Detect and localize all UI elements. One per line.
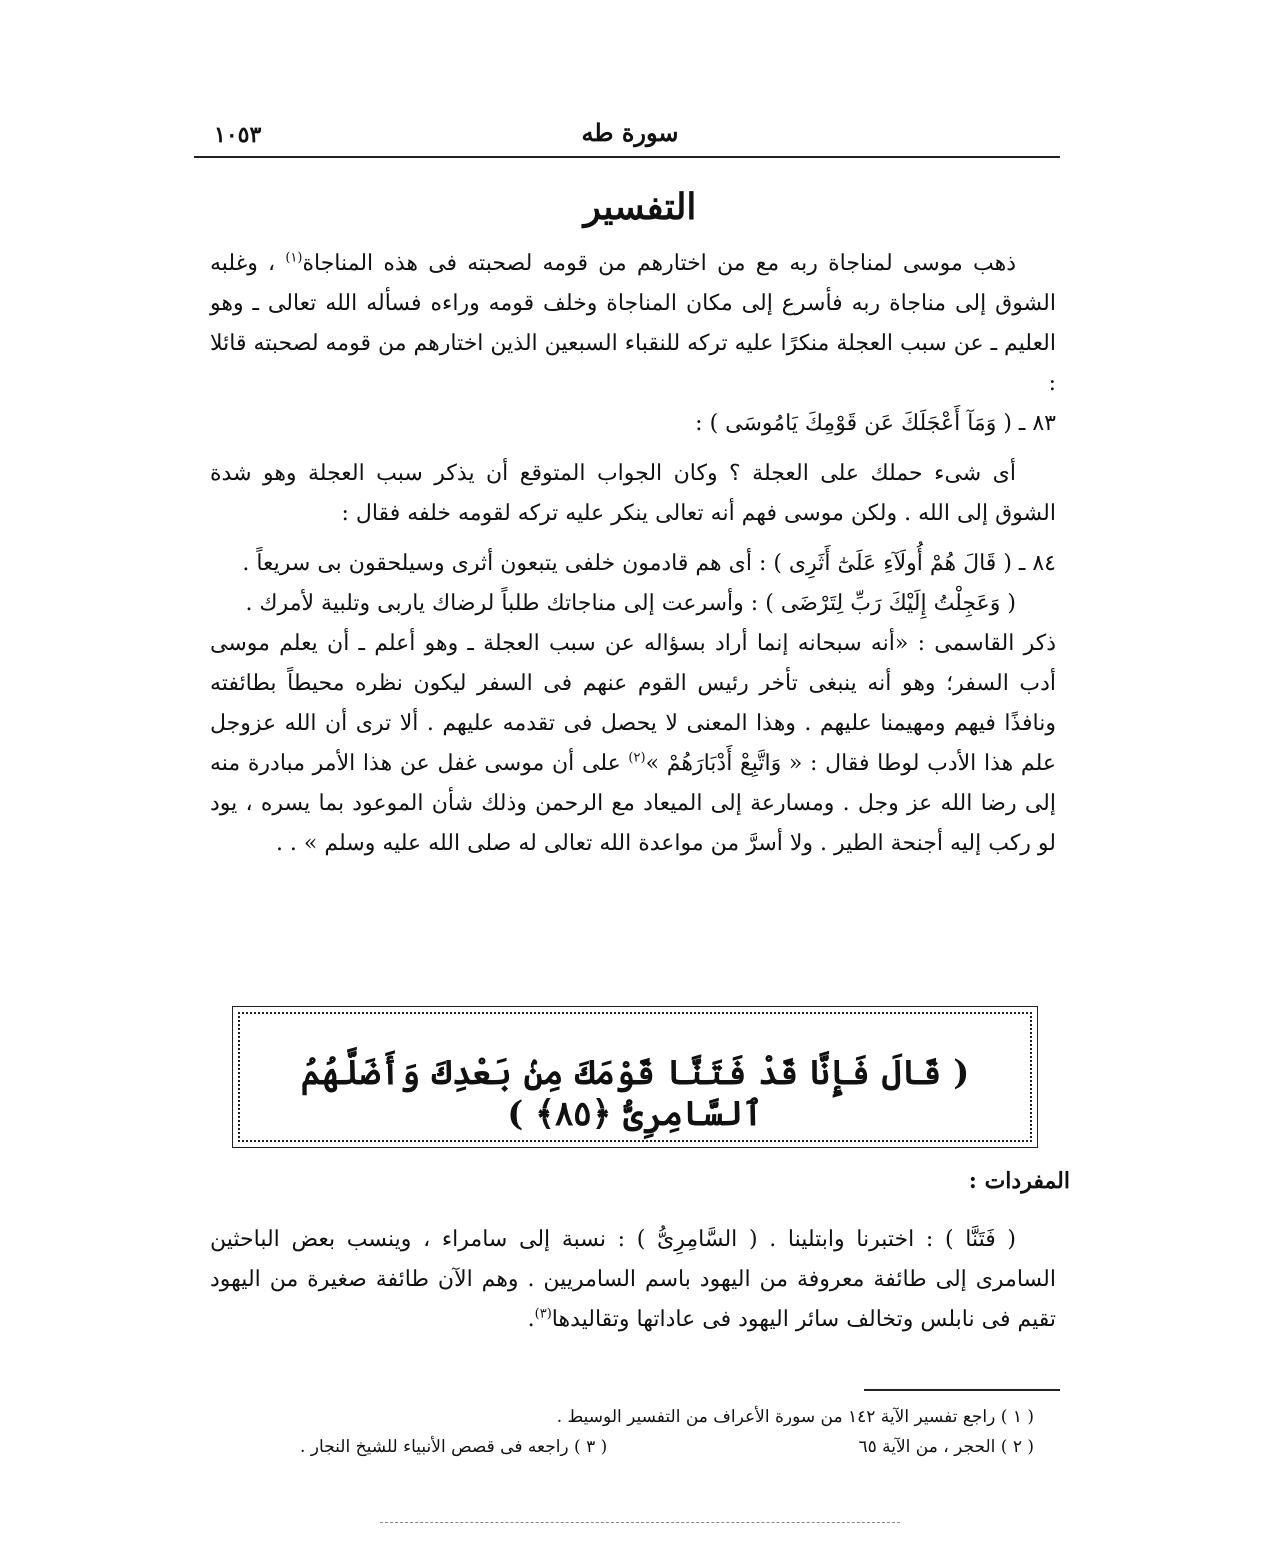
paragraph-1: [210, 244, 1056, 404]
p1-text: ذهب موسى لمناجاة ربه مع من اختارهم من قومه لصحبته فى هذه المناجاة: [302, 251, 1016, 276]
paragraph-2: [210, 454, 1056, 534]
footnote-3: ( ٣ ) راجعه فى قصص الأنبياء للشيخ النجار .: [300, 1437, 608, 1457]
verse-84-number: ٨٤ ـ: [1018, 551, 1056, 576]
page-number: ١٠٥٣: [214, 122, 262, 148]
vocabulary-body: [210, 1220, 1056, 1340]
paragraph-3: [210, 624, 1056, 864]
section-title: التفسير: [583, 186, 697, 228]
footnote-row: [300, 1432, 1034, 1462]
footnote-divider: [864, 1389, 1060, 1391]
footnote-ref-2: (٢): [628, 750, 646, 766]
footnote-2: ( ٢ ) الحجر ، من الآية ٦٥: [858, 1437, 1034, 1457]
verse-83-colon: :: [695, 411, 703, 436]
vocabulary-entry: [210, 1220, 1056, 1340]
verse-83-number: ٨٣ ـ: [1018, 411, 1056, 436]
verse-83-line: [210, 404, 1056, 444]
term-1: ( فَتَنَّا ): [945, 1227, 1016, 1252]
verse-84-line: [210, 544, 1056, 584]
term-2: ( السَّامِرِىُّ ): [636, 1227, 758, 1252]
definition-1: : اختبرنا وابتلينا .: [769, 1227, 934, 1252]
p1-rest: ، وغلبه الشوق إلى مناجاة ربه فأسرع إلى مكان المناجاة وخلف قومه وراءه فسأله الله تعالى ـ وهو العليم ـ عن سبب العجلة منكرًا عليه تركه للنقباء السبعين الذين اختارهم من قومه لصحبته قائلا :: [210, 251, 1056, 396]
footnote-1: ( ١ ) راجع تفسير الآية ١٤٢ من سورة الأعراف من التفسير الوسيط .: [556, 1407, 1034, 1427]
footnotes: [300, 1402, 1034, 1462]
definition-2: : نسبة إلى سامراء ، وينسب بعض الباحثين السامرى إلى طائفة معروفة من اليهود باسم السامريين . وهم الآن طائفة صغيرة من اليهود تقيم فى نابلس وتخالف سائر اليهود فى عاداتها وتقاليدها: [210, 1227, 1056, 1332]
footnote-ref-3: (٣): [534, 1306, 552, 1322]
verse-84b-line: [210, 584, 1056, 624]
verse-84b-explanation: : وأسرعت إلى مناجاتك طلباً لرضاك ياربى وتلبية لأمرك .: [245, 591, 759, 616]
verse-85-text: ( قَالَ فَإِنَّا قَدْ فَتَنَّا قَوْمَكَ مِنۢ بَعْدِكَ وَأَضَلَّهُمُ ٱلسَّامِرِىُّ ﴿٨٥﴾ ): [300, 1053, 970, 1134]
p3-text-a: ذكر القاسمى : «أنه سبحانه إنما أراد بسؤاله عن سبب العجلة ـ وهو أعلم ـ أن يعلم موسى أدب السفر؛ وهو أنه ينبغى تأخر رئيس القوم عنهم فى السفر ليكون نظره محيطاً بطائفته ونافذًا فيهم ومهيمنا عليهم . وهذا المعنى لا يحصل فى تقدمه عليهم . ألا ترى أن الله عزوجل علم هذا الأدب لوطا فقال :: [210, 631, 1056, 776]
verse-84b-quran: ( وَعَجِلْتُ إِلَيْكَ رَبِّ لِتَرْضَى ): [765, 591, 1016, 616]
verse-84-quran: ( قَالَ هُمْ أُولَآءِ عَلَىٰٓ أَثَرِى ): [773, 551, 1012, 576]
vocabulary-title: المفردات :: [968, 1168, 1070, 1194]
surah-title: سورة طه: [581, 118, 679, 147]
definition-2-end: .: [527, 1307, 535, 1332]
verse-83-quran: ( وَمَآ أَعْجَلَكَ عَن قَوْمِكَ يَامُوسَى ): [709, 411, 1012, 436]
bottom-divider: [380, 1522, 900, 1523]
p3-quran: « وَاتَّبِعْ أَدْبَارَهُمْ »: [645, 751, 803, 776]
footnote-ref-1: (١): [285, 250, 303, 266]
verse-84-explanation: : أى هم قادمون خلفى يتبعون أثرى وسيلحقون بى سريعاً .: [242, 551, 767, 576]
p3-text-b: على أن موسى غفل عن هذا الأمر مبادرة منه إلى رضا الله عز وجل . ومسارعة إلى الميعاد مع الرحمن وذلك شأن الموعود بما يسره ، يود لو ركب إليه أجنحة الطير . ولا أسرَّ من مواعدة الله تعالى له صلى الله عليه وسلم » . .: [210, 751, 1056, 856]
p2-text: أى شىء حملك على العجلة ؟ وكان الجواب المتوقع أن يذكر سبب العجلة وهو شدة الشوق إلى الله . ولكن موسى فهم أنه تعالى ينكر عليه تركه لقومه خلفه فقال :: [210, 461, 1056, 526]
tafsir-body: [210, 244, 1056, 864]
header-divider: [194, 156, 1060, 158]
